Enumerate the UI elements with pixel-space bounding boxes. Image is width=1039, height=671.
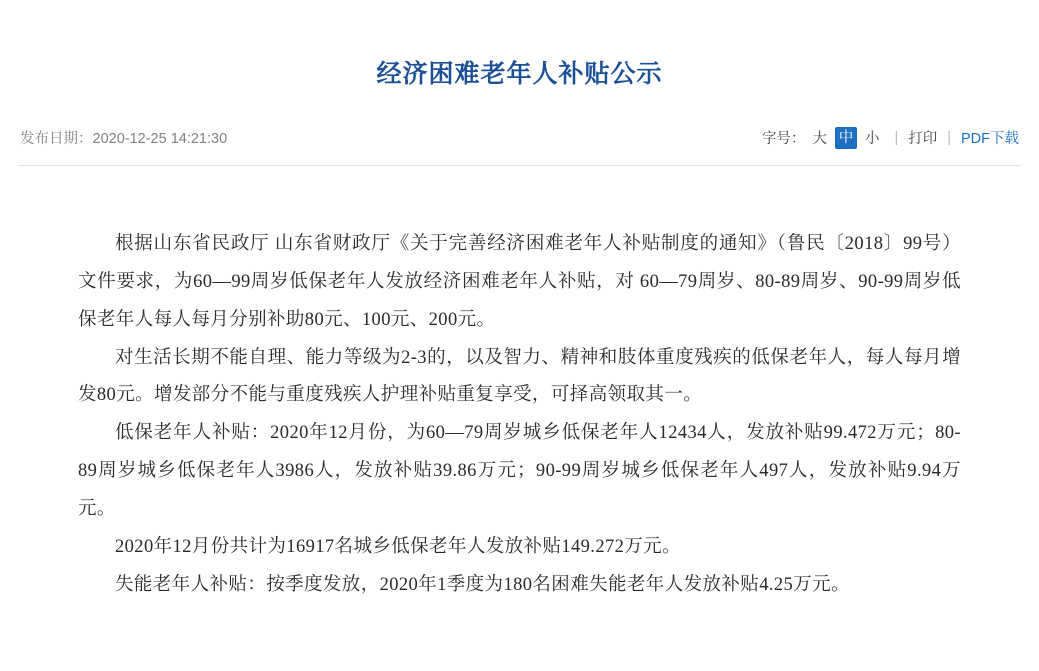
toolbar-separator-1: |: [894, 129, 899, 146]
article-paragraph: 根据山东省民政厅 山东省财政厅《关于完善经济困难老年人补贴制度的通知》（鲁民〔2018〕99号）文件要求，为60—99周岁低保老年人发放经济困难老年人补贴，对 60—79周岁、80-89周岁、90-99周岁低保老年人每人每月分别补助80元、100元、200元。: [78, 233, 961, 330]
pdf-download-link[interactable]: PDF下载: [961, 131, 1019, 148]
publish-date-value: 2020-12-25 14:21:30: [92, 131, 228, 148]
meta-bar: [0, 119, 1039, 157]
print-button[interactable]: 打印: [908, 131, 938, 148]
article-paragraph: 对生活长期不能自理、能力等级为2-3的，以及智力、精神和肢体重度残疾的低保老年人，每人每月增发80元。增发部分不能与重度残疾人护理补贴重复享受，可择高领取其一。: [78, 347, 961, 406]
toolbar-separator-2: |: [947, 129, 951, 146]
document-toolbar: [762, 127, 1019, 149]
article-body: [0, 166, 1039, 605]
article-paragraph: 低保老年人补贴：2020年12月份，为60—79周岁城乡低保老年人12434人，发放补贴99.472万元；80-89周岁城乡低保老年人3986人，发放补贴39.86万元；90-99周岁城乡低保老年人497人，发放补贴9.94万元。: [78, 423, 961, 520]
publish-date-label: 发布日期：: [20, 131, 93, 148]
page-title: 经济困难老年人补贴公示: [376, 59, 663, 88]
font-size-large-button[interactable]: 大: [812, 131, 827, 148]
font-size-small-button[interactable]: 小: [864, 131, 880, 148]
article-paragraph: 2020年12月份共计为16917名城乡低保老年人发放补贴149.272万元。: [115, 537, 681, 558]
article-paragraph: 失能老年人补贴：按季度发放，2020年1季度为180名困难失能老年人发放补贴4.25万元。: [115, 575, 850, 596]
font-size-label: 字号：: [761, 131, 806, 148]
publish-date: [20, 127, 227, 148]
font-size-medium-button[interactable]: 中: [835, 127, 857, 149]
document-page: [0, 17, 1039, 671]
